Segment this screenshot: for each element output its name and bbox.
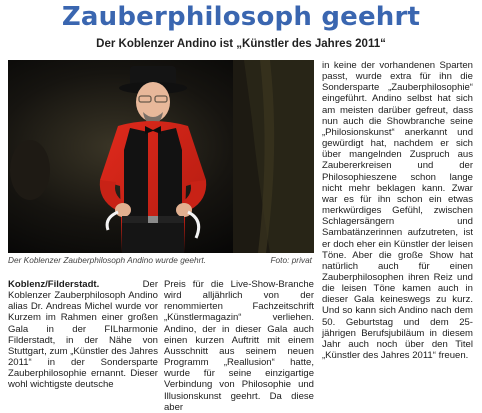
photo-credit: Foto: privat	[270, 255, 312, 265]
subheadline: Der Koblenzer Andino ist „Künstler des Jahres 2011“	[96, 38, 386, 50]
dateline: Koblenz/Filderstadt.	[8, 279, 100, 290]
headline: Zauberphilosoph geehrt	[61, 2, 421, 32]
article-column-2: Preis für die Live-Show-Branche wird alljährlich von der renommierten Fachzeitschrift „Künstlermagazin“ verliehen. Andino, der in dieser Gala auch einen kurzen Auftritt mit einem Ausschnitt aus seinem neuen Programm „Reallusion“ hatte, wurde für seine einzigartige Verbindung von Philosophie und Illusionskunst geehrt. Da diese aber	[164, 279, 314, 413]
photo-caption	[8, 255, 314, 267]
article-column-3: in keine der vorhandenen Sparten passt, wurde extra für ihn die Sondersparte „Zauberphilosophie“ eingeführt. Andino selbst hat sich am meisten darüber gefreut, dass nun auch die Showbranche seine „Philosionskunst“ anerkannt und gewürdigt hat, nachdem er sich über mangelnden Zuspruch aus Zaubererkreisen und der Philosophieszene schon lange nicht mehr beklagen kann. Zwar war es für ihn schon ein etwas merkwürdiges Gefühl, zwischen Schlagersängern und Sambatänzerinnen aufzutreten, ist er doch eher ein Künstler der leisen Töne. Aber die große Show hat natürlich auch für einen Zauberphilosophen ihren Reiz und die leisen Töne kamen auch in dieser Gala keineswegs zu kurz. Und so kann sich Andino nach dem 50. Geburtstag und dem 25-jährigen Berufsjubiläum in diesem Jahr auch noch über den Titel „Künstler des Jahres 2011“ freuen.	[322, 60, 473, 362]
caption-text: Der Koblenzer Zauberphilosoph Andino wurde geehrt.	[8, 255, 207, 265]
article-column-1	[8, 279, 158, 391]
article-photo	[8, 60, 314, 253]
column-1-text: Der Koblenzer Zauberphilosoph Andino alias Dr. Andreas Michel wurde vor Kurzem im Rahmen einer großen Gala in der FILharmonie Filderstadt, in der Nähe von Stuttgart, zum „Künstler des Jahres 2011“ in der Sondersparte Zauberphilosophie ernannt. Dieser wohl wichtigste deutsche	[8, 279, 158, 391]
